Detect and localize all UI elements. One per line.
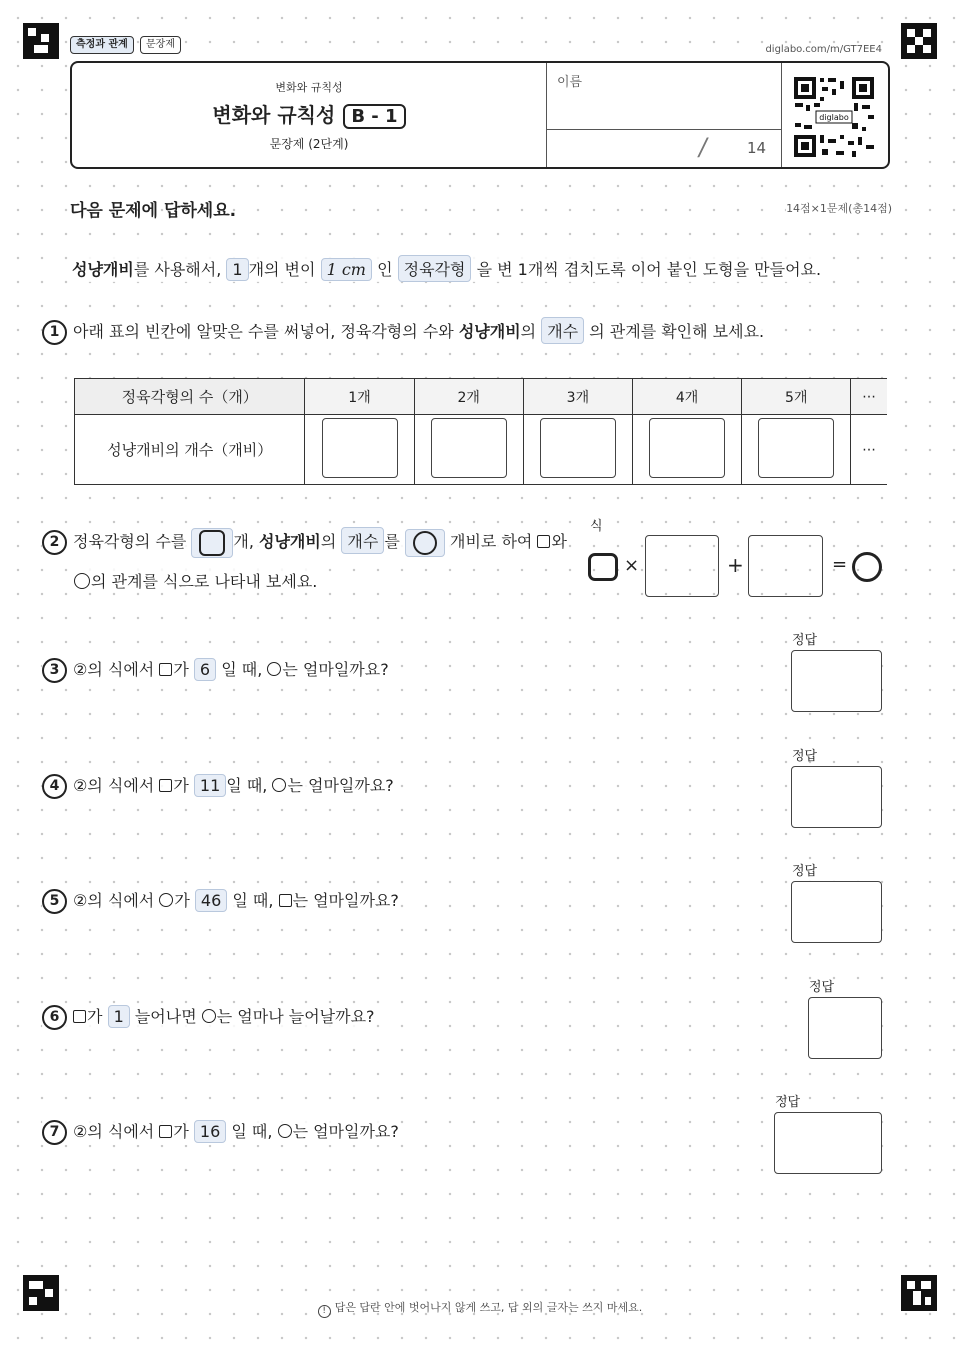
answer-box-col-3[interactable]	[540, 418, 616, 478]
q2-text-2: 개,	[233, 532, 254, 551]
circle-icon	[267, 662, 281, 676]
name-label: 이름	[557, 75, 583, 90]
table-cell-1	[305, 415, 414, 485]
q5-value: 46	[195, 889, 227, 912]
answer-box-col-2[interactable]	[431, 418, 507, 478]
type-tag: 문장제	[140, 36, 181, 54]
plus-sign: +	[727, 553, 744, 577]
circle-icon	[278, 1124, 292, 1138]
q5-text-3: 일 때,	[232, 891, 274, 910]
q7-text-3: 일 때,	[231, 1122, 273, 1141]
intro-text-3: 인	[377, 260, 393, 279]
q2-text-5: 개비로 하여	[449, 532, 533, 551]
circle-icon	[852, 552, 882, 582]
table-col-2: 2개	[414, 379, 523, 415]
q7-text-4: 는 얼마일까요?	[292, 1122, 399, 1141]
answer-label-4: 정답	[792, 749, 818, 764]
square-icon	[159, 779, 172, 792]
question-5	[42, 888, 399, 914]
intro-text-2: 개의 변이	[248, 260, 316, 279]
q2-text-3: 의	[320, 532, 337, 551]
answer-box-7[interactable]	[774, 1112, 882, 1174]
footer-notice	[0, 1299, 960, 1318]
q1-text-1: 아래 표의 빈칸에 알맞은 수를 써넣어, 정육각형의 수와	[73, 322, 454, 341]
corner-marker-top-left	[23, 23, 59, 59]
worksheet-code: B - 1	[343, 104, 405, 129]
square-icon	[159, 1125, 172, 1138]
q3-text-4: 는 얼마일까요?	[282, 660, 389, 679]
footer-text: 답은 답란 안에 벗어나지 않게 쓰고, 답 외의 글자는 쓰지 마세요.	[334, 1301, 643, 1314]
score-total: 14	[747, 139, 767, 157]
formula	[588, 535, 888, 597]
square-icon	[537, 535, 550, 548]
square-icon	[279, 894, 292, 907]
header-level: 문장제 (2단계)	[269, 137, 349, 151]
q1-text-2: 의	[520, 322, 537, 341]
question-3	[42, 657, 389, 683]
answer-box-4[interactable]	[791, 766, 882, 828]
q3-text-2: 가	[173, 660, 189, 679]
q7-value: 16	[194, 1120, 226, 1143]
question-7	[42, 1119, 399, 1145]
worksheet-url[interactable]: diglabo.com/m/GT7EE4	[765, 44, 882, 55]
q5-text-2: 가	[174, 891, 190, 910]
answer-label-7: 정답	[775, 1095, 801, 1110]
table-cell-4	[632, 415, 741, 485]
intro-matchstick: 성냥개비	[72, 260, 134, 279]
question-number-5: 5	[42, 889, 67, 914]
question-number-3: 3	[42, 658, 67, 683]
header-subtitle: 변화와 규칙성	[275, 81, 343, 94]
worksheet-header	[70, 61, 890, 169]
question-6	[42, 1004, 375, 1030]
square-icon	[199, 530, 225, 556]
table-col-5: 5개	[742, 379, 851, 415]
q5-text-4: 는 얼마일까요?	[292, 891, 399, 910]
header-title-text: 변화와 규칙성	[212, 103, 336, 127]
question-number-1: 1	[42, 320, 67, 345]
points-info: 14점×1문제(총14점)	[786, 202, 892, 215]
question-number-7: 7	[42, 1120, 67, 1145]
answer-box-col-1[interactable]	[322, 418, 398, 478]
answer-box-5[interactable]	[791, 881, 882, 943]
square-icon	[588, 553, 618, 581]
q6-value: 1	[108, 1005, 130, 1028]
corner-marker-top-right	[901, 23, 937, 59]
intro-side-count: 1	[226, 258, 248, 281]
question-2-line-1	[42, 527, 567, 558]
header-title-block	[72, 63, 546, 167]
table-ellipsis-1: ⋯	[851, 379, 887, 415]
table-cell-2	[414, 415, 523, 485]
q6-text-3: 늘어나면	[134, 1007, 197, 1026]
square-icon	[73, 1010, 86, 1023]
q6-text-4: 는 얼마나 늘어날까요?	[216, 1007, 375, 1026]
q4-text-2: 가	[173, 776, 189, 795]
circle-icon	[202, 1009, 216, 1023]
circle-icon	[272, 778, 286, 792]
q1-text-3: 의 관계를 확인해 보세요.	[589, 322, 765, 341]
table-col-3: 3개	[523, 379, 632, 415]
q4-text-3: 일 때,	[226, 776, 268, 795]
q2-text-4: 를	[384, 532, 400, 551]
answer-label-3: 정답	[792, 633, 818, 648]
answer-label-6: 정답	[809, 980, 835, 995]
instruction: 다음 문제에 답하세요.	[70, 201, 237, 221]
q2-count: 개수	[341, 527, 384, 554]
q4-text-1: 의 식에서	[87, 776, 155, 795]
square-icon	[159, 663, 172, 676]
table-col-4: 4개	[632, 379, 741, 415]
header-title	[72, 99, 546, 129]
question-1	[42, 317, 764, 345]
intro-sentence	[72, 255, 821, 282]
q2-text-1: 정육각형의 수를	[73, 532, 187, 551]
q5-ref: ②	[73, 891, 88, 910]
table-header-matchsticks: 성냥개비의 개수（개비）	[75, 415, 305, 485]
q3-text-3: 일 때,	[221, 660, 263, 679]
formula-label: 식	[590, 519, 603, 534]
q4-text-4: 는 얼마일까요?	[287, 776, 394, 795]
table-cell-5	[742, 415, 851, 485]
table-cell-3	[523, 415, 632, 485]
q7-text-1: 의 식에서	[87, 1122, 155, 1141]
q2-text-7: 의 관계를 식으로 나타내 보세요.	[91, 572, 318, 591]
table-col-1: 1개	[305, 379, 414, 415]
intro-text-4: 을 변 1개씩 겹치도록 이어 붙인 도형을 만들어요.	[476, 260, 822, 279]
qr-code-icon	[792, 75, 876, 159]
intro-shape: 정육각형	[398, 255, 472, 282]
q2-matchstick: 성냥개비	[259, 532, 321, 551]
formula-box-1[interactable]	[645, 535, 719, 597]
name-score-block	[546, 63, 782, 167]
intro-side-length: 1 cm	[321, 258, 372, 281]
q6-text-2: 가	[87, 1007, 103, 1026]
equals-sign: =	[832, 554, 848, 575]
formula-box-2[interactable]	[748, 535, 823, 597]
table-row-matchsticks	[75, 415, 888, 485]
answer-box-col-5[interactable]	[758, 418, 834, 478]
category-tag: 측정과 관계	[70, 36, 134, 54]
table-ellipsis-2: ⋯	[851, 415, 887, 485]
answer-label-5: 정답	[792, 864, 818, 879]
question-2-line-2	[74, 569, 317, 592]
q1-count: 개수	[541, 317, 584, 344]
intro-text-1: 를 사용해서,	[133, 260, 222, 279]
q2-circle-symbol	[405, 529, 445, 557]
warning-icon: !	[318, 1305, 331, 1318]
question-number-2: 2	[42, 530, 67, 555]
circle-icon	[159, 893, 173, 907]
table-row-hexagons	[75, 379, 888, 415]
question-4	[42, 773, 394, 799]
answer-box-col-4[interactable]	[649, 418, 725, 478]
table-header-hexagons: 정육각형의 수（개）	[75, 379, 305, 415]
q5-text-1: 의 식에서	[87, 891, 155, 910]
q4-value: 11	[194, 774, 226, 797]
q2-square-symbol	[191, 528, 233, 558]
question-number-6: 6	[42, 1005, 67, 1030]
score-slash: /	[696, 133, 710, 161]
q7-text-2: 가	[173, 1122, 189, 1141]
q3-text-1: 의 식에서	[87, 660, 155, 679]
q1-matchstick: 성냥개비	[458, 322, 521, 341]
answer-box-6[interactable]	[808, 997, 882, 1059]
q7-ref: ②	[73, 1122, 88, 1141]
answer-box-3[interactable]	[791, 650, 882, 712]
q2-text-6: 와	[551, 532, 567, 551]
circle-icon	[413, 531, 437, 555]
score-field[interactable]	[547, 129, 781, 167]
q3-value: 6	[194, 658, 216, 681]
relation-table	[74, 378, 887, 485]
times-sign: ×	[624, 555, 640, 576]
circle-icon	[74, 573, 90, 589]
qr-label: diglabo	[819, 113, 849, 122]
q3-ref: ②	[73, 660, 88, 679]
question-number-4: 4	[42, 774, 67, 799]
q4-ref: ②	[73, 776, 88, 795]
